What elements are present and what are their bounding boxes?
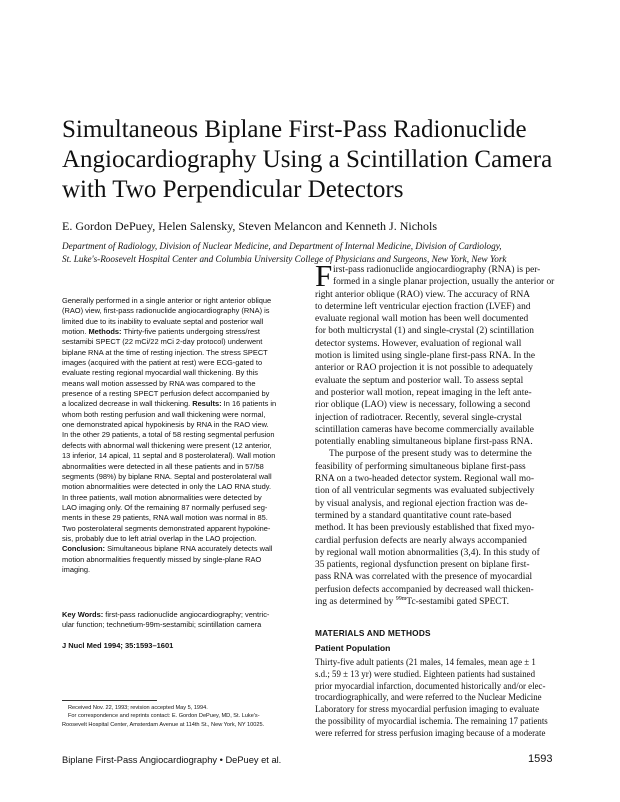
abstract-line: In the other 29 patients, a total of 58 resting segmental perfusion [62, 430, 275, 440]
abstract-line: images (acquired with the patient at rest) were ECG-gated to [62, 358, 263, 368]
body-line: formed in a single planar projection, usually the anterior or [333, 277, 555, 288]
isotope-superscript: 99m [395, 596, 407, 602]
keywords-label: Key Words: [62, 610, 104, 619]
body-line: Laboratory for stress myocardial perfusion imaging to evaluate [315, 704, 540, 715]
footnote [62, 704, 312, 729]
abstract-line: Generally performed in a single anterior or right anterior oblique [62, 296, 272, 305]
abstract-line: presence of a resting SPECT perfusion defect accompanied by [62, 389, 270, 399]
affiliation-line: Department of Radiology, Division of Nuclear Medicine, and Department of Internal Medicine, Division of Cardiology, [62, 241, 502, 251]
body-line: to determine left ventricular ejection fraction (LVEF) and [315, 301, 531, 312]
abstract-line [62, 327, 309, 337]
body-line-text: Tc-sestamibi gated SPECT. [406, 597, 509, 608]
abstract-line-text: a localized decrease in wall thickening. [62, 399, 191, 409]
body-line: motion is limited using single-plane first-pass RNA. In the [315, 351, 536, 362]
body-line: The purpose of the present study was to determine the [329, 449, 532, 460]
abstract-line: motion abnormalities were detected in only the LAO RNA study. [62, 482, 272, 492]
body-line: right anterior oblique (RAO) view. The accuracy of RNA [315, 289, 531, 300]
running-footer: Biplane First-Pass Angiocardiography • DePuey et al. [62, 755, 282, 765]
abstract-line [62, 544, 309, 554]
abstract-line: abnormalities were detected in all these patients and in 57/58 [62, 461, 264, 471]
body-line: 35 patients, regional dysfunction present on biplane first- [315, 560, 530, 571]
title-line: Simultaneous Biplane First-Pass Radionuclide [62, 116, 527, 143]
footnote-line: For correspondence and reprints contact: E. Gordon DePuey, MD, St. Luke's- [68, 713, 260, 720]
body-line: were referred for stress perfusion imaging because of a moderate [315, 727, 546, 738]
abstract-line-text: motion. [62, 327, 87, 337]
body-line: termined by a standard quantitative count rate-based [315, 510, 512, 521]
body-line: perfusion defects accompanied by decreased wall thicken- [315, 584, 534, 595]
abstract-line: 13 inferior, 14 apical, 11 septal and 8 posterolateral). Wall motion [62, 451, 276, 461]
title-line: Angiocardiography Using a Scintillation Camera [62, 146, 553, 173]
body-line: tion of all ventricular segments was evaluated subjectively [315, 486, 535, 497]
body-line: detector systems. However, evaluation of regional wall [315, 338, 522, 349]
introduction-text [315, 258, 560, 608]
abstract-line: sis, probably due to left atrial overlap in the LAO projection. [62, 533, 257, 543]
body-line: evaluate regional wall motion has been well documented [315, 314, 529, 325]
abstract [62, 296, 309, 575]
abstract-line-text: In 16 patients in [223, 399, 277, 409]
body-line: s.d.; 59 ± 13 yr) were studied. Eighteen patients had sustained [315, 668, 536, 679]
abstract-line: one demonstrated apical hypokinesis by RNA in the RAO view. [62, 420, 269, 430]
abstract-line [62, 399, 309, 409]
abstract-line: (RAO) view, first-pass radionuclide angiocardiography (RNA) is [62, 306, 270, 316]
abstract-line: sestamibi SPECT (22 mCi/22 mCi 2-day protocol) underwent [62, 337, 263, 347]
section-heading: MATERIALS AND METHODS [315, 628, 431, 638]
abstract-results-label: Results: [192, 399, 222, 409]
body-line: Thirty-five adult patients (21 males, 14 females, mean age ± 1 [315, 657, 536, 667]
author-list: E. Gordon DePuey, Helen Salensky, Steven Melancon and Kenneth J. Nichols [62, 219, 438, 233]
body-line: trocardiographically, and were referred to the Nuclear Medicine [315, 692, 542, 703]
body-line: evaluate the septum and posterior wall. To assess septal [315, 375, 524, 386]
abstract-line: LAO imaging only. Of the remaining 87 normally perfused seg- [62, 502, 268, 512]
body-line: cardial perfusion defects are nearly always accompanied [315, 535, 527, 546]
abstract-line: In three patients, wall motion abnormalities were detected by [62, 492, 262, 502]
body-line: injection of radiotracer. Recently, several single-crystal [315, 412, 522, 423]
body-line: for both multicrystal (1) and single-crystal (2) scintillation [315, 326, 534, 337]
abstract-line: imaging. [62, 564, 91, 574]
title-line: with Two Perpendicular Detectors [62, 176, 404, 203]
body-line: prior myocardial infarction, documented historically and/or elec- [315, 680, 546, 691]
keywords-line: ular function; technetium-99m-sestamibi; scintillation camera [62, 620, 262, 630]
body-line: rior oblique (LAO) view is necessary, following a second [315, 400, 531, 411]
body-line: scintillation cameras have become commercially available [315, 424, 534, 435]
abstract-line: motion abnormalities frequently missed by single-plane RAO [62, 554, 262, 564]
methods-text [315, 657, 560, 740]
body-line: anterior or RAO projection it is not possible to adequately [315, 363, 533, 374]
affiliation-line: St. Luke's-Roosevelt Hospital Center and Columbia University College of Physicians and Surgeons, New York, New York [62, 253, 507, 264]
article-title [62, 115, 562, 205]
body-line: method. It has been previously established that fixed myo- [315, 523, 535, 534]
keywords-text: first-pass radionuclide angiocardiography; ventric- [105, 610, 270, 619]
drop-cap: F [315, 258, 333, 293]
page-number: 1593 [528, 753, 553, 765]
body-line: potentially enabling simultaneous biplane first-pass RNA. [315, 437, 533, 448]
abstract-line: whom both resting perfusion and wall thickening were normal, [62, 409, 266, 419]
body-line [315, 596, 560, 608]
abstract-line: defects with abnormal wall thickening were present (12 anterior, [62, 440, 272, 450]
body-line-text: ing as determined by [315, 597, 394, 608]
keywords-line [62, 610, 309, 620]
body-line: irst-pass radionuclide angiocardiography (RNA) is per- [333, 265, 541, 275]
subsection-heading: Patient Population [315, 643, 391, 653]
abstract-methods-label: Methods: [88, 327, 122, 337]
abstract-line: means wall motion assessed by RNA was compared to the [62, 378, 256, 388]
footnote-line: Roosevelt Hospital Center, Amsterdam Avenue at 114th St., New York, NY 10025. [62, 721, 265, 728]
body-line: and posterior wall motion, repeat imaging in the left ante- [315, 387, 532, 398]
body-line: RNA on a two-headed detector system. Regional wall mo- [315, 474, 534, 485]
abstract-line-text: Thirty-five patients undergoing stress/rest [123, 327, 260, 337]
abstract-line: ments in these 29 patients, RNA wall motion was normal in 85. [62, 513, 268, 523]
keywords [62, 610, 309, 631]
footnote-line: Received Nov. 22, 1993; revision accepted May 5, 1994. [68, 705, 208, 711]
abstract-line: limited due to its inability to evaluate septal and posterior wall [62, 316, 264, 326]
abstract-line: evaluate resting regional myocardial wall thickening. By this [62, 368, 258, 378]
body-line: pass RNA was correlated with the presence of myocardial [315, 572, 533, 583]
body-line: by regional wall motion abnormalities (3,4). In this study of [315, 547, 540, 558]
abstract-line: segments (98%) by biplane RNA. Septal and posterolateral wall [62, 471, 272, 481]
footnote-divider [62, 700, 157, 701]
abstract-conclusion-label: Conclusion: [62, 544, 105, 554]
body-line: by visual analysis, and regional ejection fraction was de- [315, 498, 528, 509]
body-line: feasibility of performing simultaneous biplane first-pass [315, 461, 526, 472]
body-line: the possibility of myocardial ischemia. The remaining 17 patients [315, 715, 548, 726]
abstract-line: Two posterolateral segments demonstrated apparent hypokine- [62, 523, 271, 533]
journal-citation: J Nucl Med 1994; 35:1593–1601 [62, 641, 174, 650]
abstract-line-text: Simultaneous biplane RNA accurately detects wall [107, 544, 273, 554]
abstract-line: biplane RNA at the time of resting injection. The stress SPECT [62, 347, 268, 357]
